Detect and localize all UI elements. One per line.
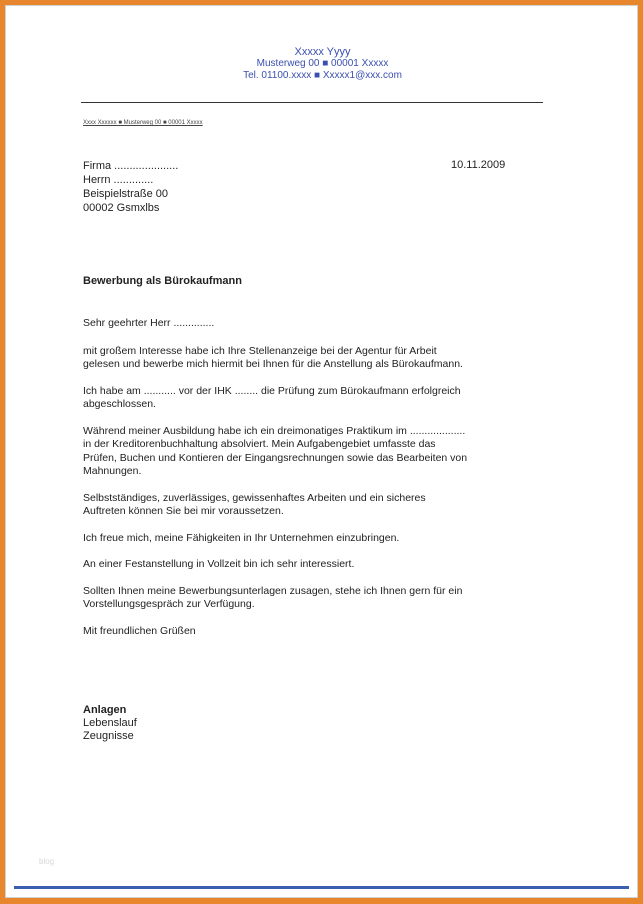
paragraph: Ich habe am ........... vor der IHK ........ die Prüfung zum Bürokaufmann erfolgreich abgeschlossen. <box>83 384 461 410</box>
letter-subject: Bewerbung als Bürokaufmann <box>83 275 242 287</box>
header-rule <box>81 102 543 103</box>
letterhead-contact: Tel. 01100.xxxx ■ Xxxxx1@xxx.com <box>243 70 402 81</box>
recipient-company: Firma ..................... <box>83 160 179 172</box>
letterhead <box>6 46 638 82</box>
letter-date: 10.11.2009 <box>451 159 506 171</box>
enclosure-item: Lebenslauf <box>83 717 137 729</box>
recipient-city: 00002 Gsmxlbs <box>83 202 160 214</box>
salutation: Sehr geehrter Herr .............. <box>83 317 215 329</box>
recipient-person: Herrn ............. <box>83 174 154 186</box>
paragraph: An einer Festanstellung in Vollzeit bin ich sehr interessiert. <box>83 558 355 570</box>
paragraph: mit großem Interesse habe ich Ihre Stellenanzeige bei der Agentur für Arbeit gelesen und bewerbe mich hiermit bei Ihnen für die Anstellung als Bürokaufmann. <box>83 344 463 370</box>
letterhead-name: Xxxxx Yyyy <box>294 46 351 58</box>
paragraph: Selbstständiges, zuverlässiges, gewissenhaftes Arbeiten und ein sicheres Auftreten können Sie bei mir voraussetzen. <box>83 491 426 517</box>
recipient-address <box>83 159 178 215</box>
recipient-street: Beispielstraße 00 <box>83 188 168 200</box>
enclosures <box>83 704 137 743</box>
bottom-rule <box>14 886 629 889</box>
letter-page <box>5 5 638 898</box>
paragraph: Sollten Ihnen meine Bewerbungsunterlagen zusagen, stehe ich Ihnen gern für ein Vorstellungsgespräch zur Verfügung. <box>83 584 463 610</box>
enclosure-item: Zeugnisse <box>83 730 134 742</box>
paragraph: Während meiner Ausbildung habe ich ein dreimonatiges Praktikum im ................... in der Kreditorenbuchhaltung absolviert. Mein Aufgabengebiet umfasste das Prüfen, Buchen und Kontieren der Eingangsrechnungen sowie das Bearbeiten von Mahnungen. <box>83 424 468 477</box>
closing: Mit freundlichen Grüßen <box>83 624 196 637</box>
letterhead-address: Musterweg 00 ■ 00001 Xxxxx <box>256 58 389 69</box>
sender-return-line: Xxxx Xxxxxx ■ Musterweg 00 ■ 00001 Xxxxx <box>83 120 203 126</box>
enclosures-title: Anlagen <box>83 704 127 716</box>
paragraph: Ich freue mich, meine Fähigkeiten in Ihr Unternehmen einzubringen. <box>83 531 400 544</box>
watermark: blog <box>39 857 55 866</box>
letter-body <box>83 317 553 651</box>
